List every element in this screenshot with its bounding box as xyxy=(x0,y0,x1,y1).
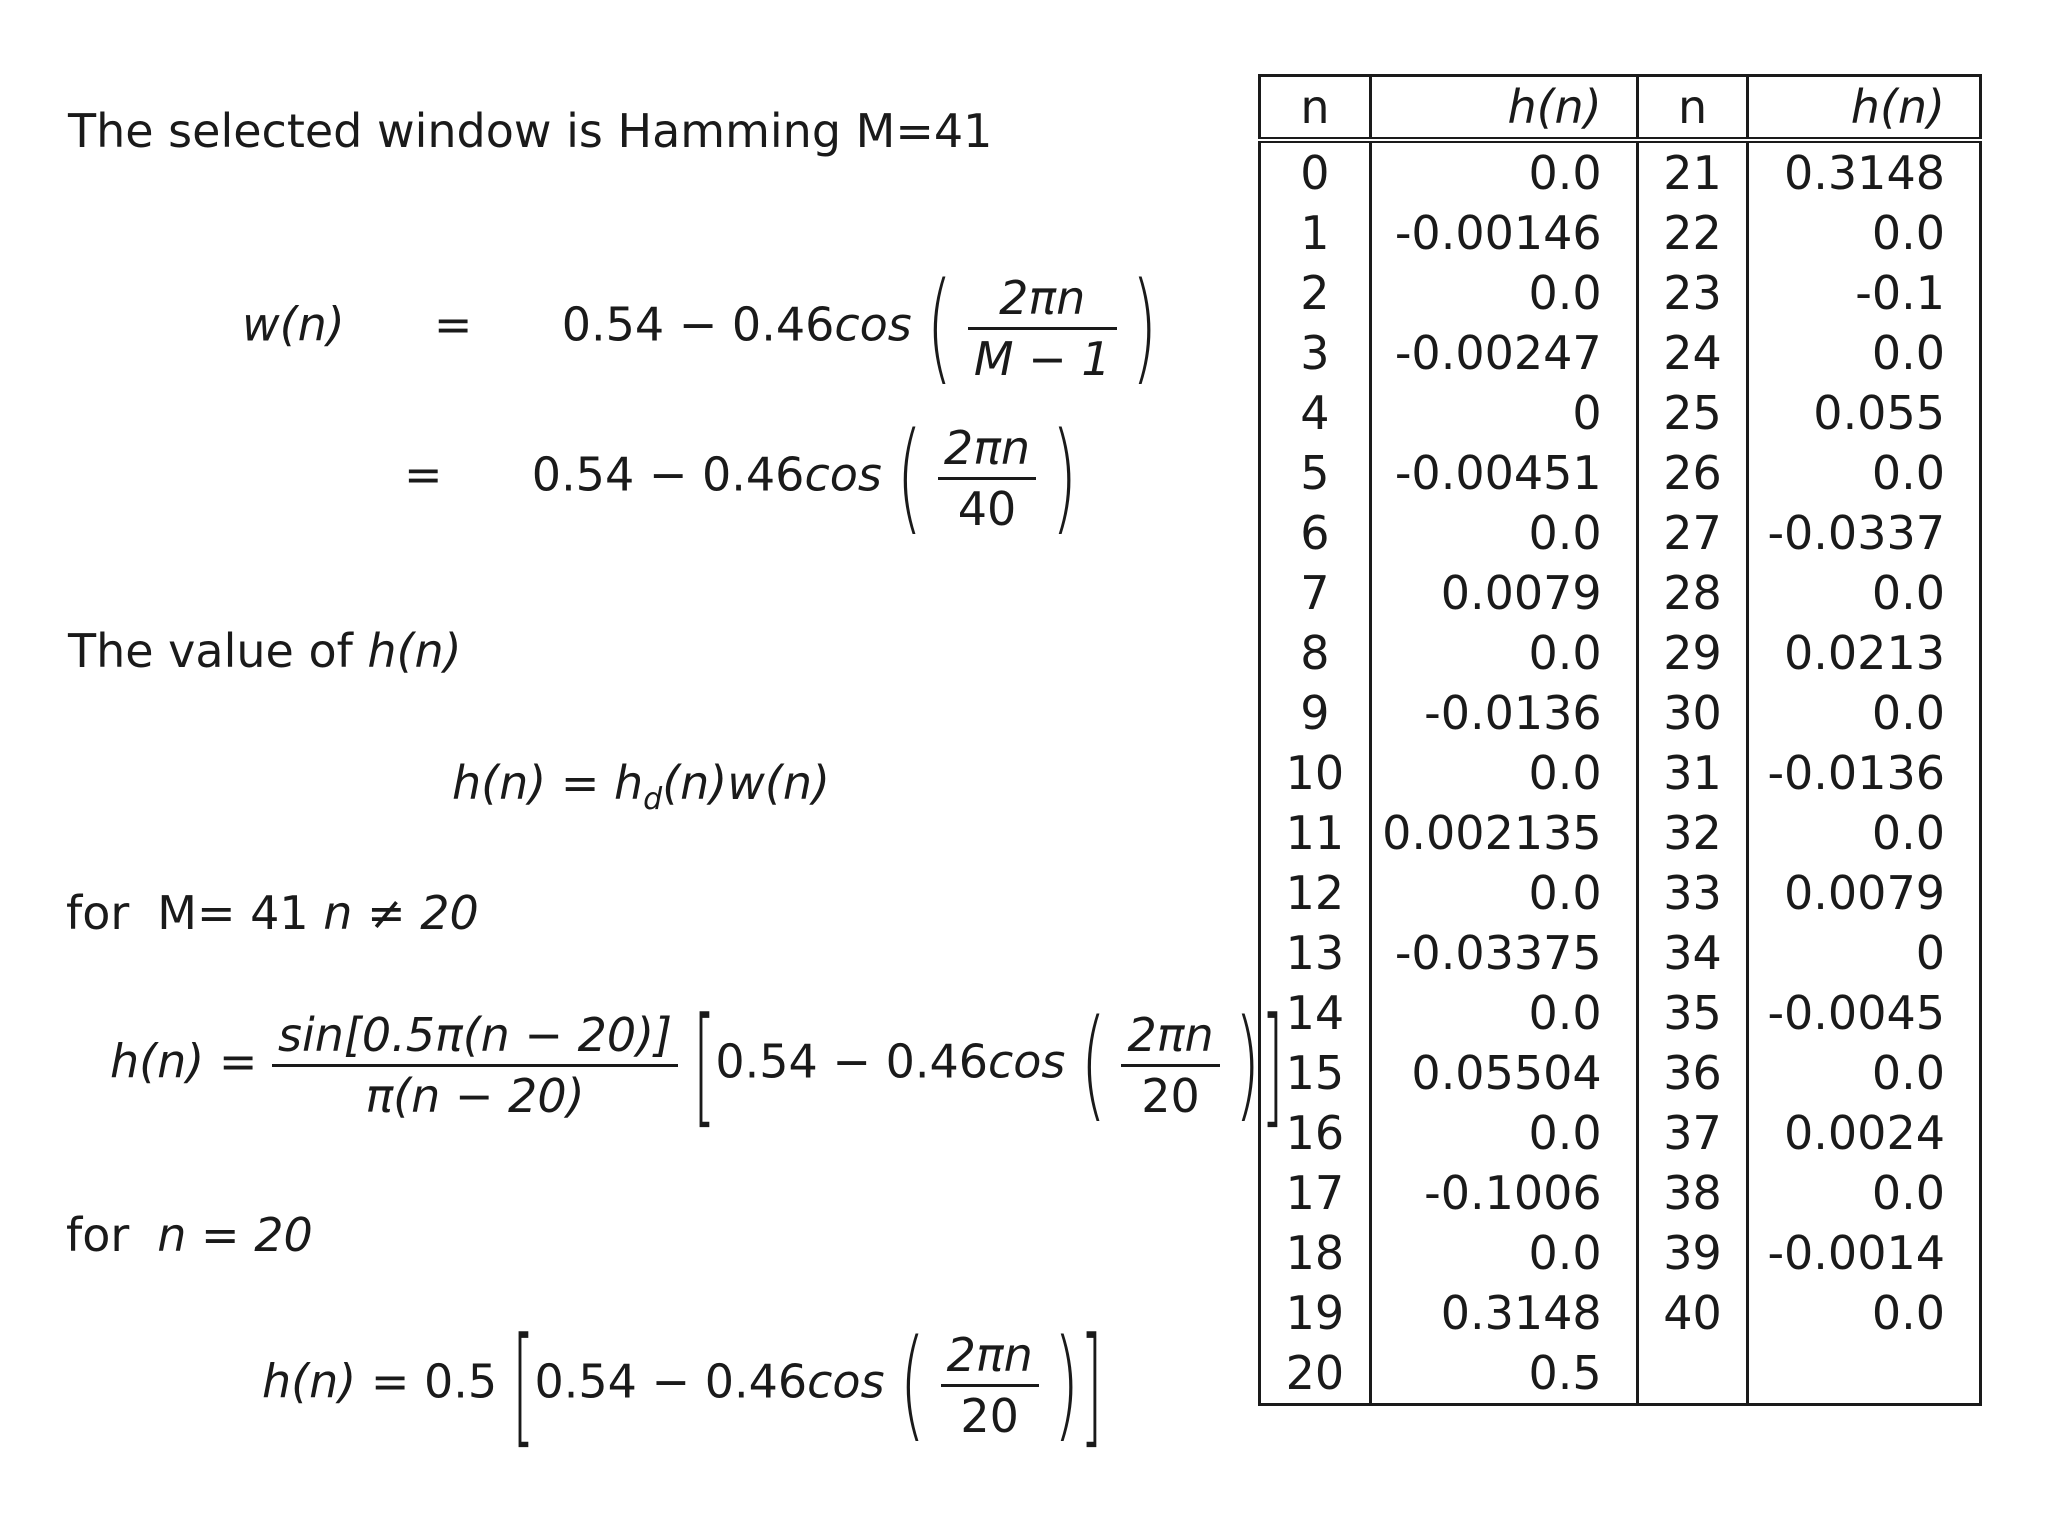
table-row xyxy=(1260,1043,1981,1103)
table-row xyxy=(1260,1343,1981,1405)
table-row xyxy=(1260,623,1981,683)
cell-h-right: 0.0024 xyxy=(1748,1103,1981,1163)
fraction-2pin-over-20-a: $\frac{2\pi n}{20}$ xyxy=(1121,1012,1219,1119)
table-row xyxy=(1260,563,1981,623)
condition-n-equals-20: for n = 20 xyxy=(66,1208,313,1262)
cell-n-right: 38 xyxy=(1637,1163,1748,1223)
cell-n-left: 9 xyxy=(1300,686,1330,740)
cell-n-right: 22 xyxy=(1637,203,1748,263)
cell-h-left: -0.03375 xyxy=(1370,923,1637,983)
cell-h-left: 0.0 xyxy=(1370,1103,1637,1163)
condition-n-not-20: for M= 41 n ≠ 20 xyxy=(66,886,479,940)
cell-h-right: 0.0 xyxy=(1748,443,1981,503)
table-row xyxy=(1260,803,1981,863)
cell-h-left: -0.00146 xyxy=(1370,203,1637,263)
hamming-prefix-2: 0.54 − 0.46 xyxy=(531,447,805,502)
cell-n-right: 23 xyxy=(1637,263,1748,323)
cell-h-right: 0.0 xyxy=(1748,203,1981,263)
cell-h-right: 0.0213 xyxy=(1748,623,1981,683)
table-row xyxy=(1260,203,1981,263)
h-formula-n-20: h(n) = 0.5 [0.54 − 0.46cos ( $\frac{2\pi n}{20}$ )] xyxy=(262,1309,1103,1461)
cell-n-left: 1 xyxy=(1300,206,1330,260)
h-formula-n-not-20: h(n) = $\frac{\sin[0.5\pi(n - 20)]}{\pi(n - 20)}$ [0.54 − 0.46cos ( $\frac{2\pi n}{20}$ )] xyxy=(110,989,1284,1141)
cell-n-left: 7 xyxy=(1300,566,1330,620)
cell-n-right: 29 xyxy=(1637,623,1748,683)
cell-n-left: 18 xyxy=(1285,1226,1345,1280)
cell-n-right: 24 xyxy=(1637,323,1748,383)
cell-n-right: 30 xyxy=(1637,683,1748,743)
cell-h-right: -0.0045 xyxy=(1748,983,1981,1043)
table-row xyxy=(1260,1283,1981,1343)
cell-n-left: 12 xyxy=(1285,866,1345,920)
cell-n-right: 25 xyxy=(1637,383,1748,443)
table-row xyxy=(1260,863,1981,923)
cell-h-right: 0.0 xyxy=(1748,1043,1981,1103)
cell-n-left: 15 xyxy=(1285,1046,1345,1100)
cell-n-right: 33 xyxy=(1637,863,1748,923)
cell-h-left: 0.5 xyxy=(1370,1343,1637,1405)
cell-h-left: 0.0 xyxy=(1370,263,1637,323)
cell-n-left: 20 xyxy=(1285,1346,1345,1400)
table-row xyxy=(1260,503,1981,563)
cell-h-right: 0.055 xyxy=(1748,383,1981,443)
table-row xyxy=(1260,140,1981,203)
cell-h-left: 0.0 xyxy=(1370,983,1637,1043)
cell-h-right: -0.0136 xyxy=(1748,743,1981,803)
cell-n-left: 16 xyxy=(1285,1106,1345,1160)
cell-n-right xyxy=(1637,1343,1748,1405)
cell-n-right: 27 xyxy=(1637,503,1748,563)
fraction-2pin-over-40: $\frac{2\pi n}{40}$ xyxy=(938,425,1036,532)
cell-h-right: 0.0 xyxy=(1748,683,1981,743)
cell-n-left: 6 xyxy=(1300,506,1330,560)
cell-h-right: 0.0 xyxy=(1748,1283,1981,1343)
cell-n-right: 21 xyxy=(1637,140,1748,203)
table-row xyxy=(1260,443,1981,503)
cell-h-right: 0.0 xyxy=(1748,563,1981,623)
cell-h-left: 0.0 xyxy=(1370,140,1637,203)
header-h-1: h(n) xyxy=(1370,76,1637,141)
intro-text: The selected window is Hamming M=41 xyxy=(68,104,993,158)
cell-n-left: 17 xyxy=(1285,1166,1345,1220)
cell-n-right: 37 xyxy=(1637,1103,1748,1163)
table-row xyxy=(1260,683,1981,743)
cell-n-left: 10 xyxy=(1285,746,1345,800)
cell-h-right: 0 xyxy=(1748,923,1981,983)
equals-2: = xyxy=(404,447,443,502)
window-equation-2: = 0.54 − 0.46cos ( $\frac{2\pi n}{40}$ ) xyxy=(404,408,1077,547)
cell-n-left: 4 xyxy=(1300,386,1330,440)
cell-h-left: -0.0136 xyxy=(1370,683,1637,743)
sinc-fraction: $\frac{\sin[0.5\pi(n - 20)]}{\pi(n - 20)}$ xyxy=(272,1012,678,1119)
cell-h-right xyxy=(1748,1343,1981,1405)
table-row xyxy=(1260,1103,1981,1163)
table-row xyxy=(1260,323,1981,383)
cell-n-left: 0 xyxy=(1300,146,1330,200)
coefficient-table xyxy=(1258,74,1982,1406)
cell-n-left: 14 xyxy=(1285,986,1345,1040)
table-header-row xyxy=(1260,76,1981,141)
table-row xyxy=(1260,1163,1981,1223)
cell-n-right: 35 xyxy=(1637,983,1748,1043)
cell-h-left: -0.00451 xyxy=(1370,443,1637,503)
cell-n-left: 2 xyxy=(1300,266,1330,320)
table-row xyxy=(1260,263,1981,323)
w-lhs: w(n) xyxy=(242,297,345,352)
cell-h-left: 0.0079 xyxy=(1370,563,1637,623)
hamming-prefix-1: 0.54 − 0.46 xyxy=(561,297,835,352)
value-of-h-heading: The value of h(n) xyxy=(68,624,462,678)
cell-h-left: 0.3148 xyxy=(1370,1283,1637,1343)
cell-h-right: -0.1 xyxy=(1748,263,1981,323)
cell-n-right: 40 xyxy=(1637,1283,1748,1343)
header-n-2: n xyxy=(1637,76,1748,141)
header-n-1: n xyxy=(1260,76,1371,141)
cell-n-left: 5 xyxy=(1300,446,1330,500)
cell-n-right: 31 xyxy=(1637,743,1748,803)
cell-n-left: 8 xyxy=(1300,626,1330,680)
cell-h-right: 0.0 xyxy=(1748,1163,1981,1223)
cell-n-left: 3 xyxy=(1300,326,1330,380)
cell-h-left: -0.00247 xyxy=(1370,323,1637,383)
cell-h-left: 0.0 xyxy=(1370,623,1637,683)
cell-n-right: 36 xyxy=(1637,1043,1748,1103)
cell-h-left: 0.05504 xyxy=(1370,1043,1637,1103)
cell-n-right: 28 xyxy=(1637,563,1748,623)
cell-h-right: 0.0 xyxy=(1748,323,1981,383)
cell-h-right: -0.0337 xyxy=(1748,503,1981,563)
cos-2: cos xyxy=(804,447,882,502)
cell-h-right: 0.0 xyxy=(1748,803,1981,863)
cell-h-left: 0.0 xyxy=(1370,743,1637,803)
product-equation: $h(n) = h_d(n)w(n)$ xyxy=(452,756,830,818)
table-row xyxy=(1260,983,1981,1043)
cell-h-left: 0.0 xyxy=(1370,503,1637,563)
window-equation-1: w(n) = 0.54 − 0.46cos ( $\frac{2\pi n}{M - 1}$ ) xyxy=(242,258,1158,397)
cell-h-left: 0.002135 xyxy=(1370,803,1637,863)
cell-n-right: 34 xyxy=(1637,923,1748,983)
cell-h-right: 0.0079 xyxy=(1748,863,1981,923)
cell-n-left: 11 xyxy=(1285,806,1345,860)
cos-1: cos xyxy=(834,297,912,352)
cell-h-left: -0.1006 xyxy=(1370,1163,1637,1223)
cell-n-right: 39 xyxy=(1637,1223,1748,1283)
cell-n-right: 32 xyxy=(1637,803,1748,863)
cell-h-right: -0.0014 xyxy=(1748,1223,1981,1283)
cell-h-left: 0.0 xyxy=(1370,1223,1637,1283)
cell-h-left: 0.0 xyxy=(1370,863,1637,923)
fraction-2pin-over-m1: $\frac{2\pi n}{M - 1}$ xyxy=(968,275,1117,382)
table-row xyxy=(1260,383,1981,443)
equals-1: = xyxy=(433,297,473,352)
table-row xyxy=(1260,923,1981,983)
cell-n-left: 13 xyxy=(1285,926,1345,980)
table-row xyxy=(1260,743,1981,803)
cell-n-left: 19 xyxy=(1285,1286,1345,1340)
fraction-2pin-over-20-b: $\frac{2\pi n}{20}$ xyxy=(941,1332,1039,1439)
cell-h-left: 0 xyxy=(1370,383,1637,443)
table-row xyxy=(1260,1223,1981,1283)
cell-h-right: 0.3148 xyxy=(1748,140,1981,203)
header-h-2: h(n) xyxy=(1748,76,1981,141)
cell-n-right: 26 xyxy=(1637,443,1748,503)
